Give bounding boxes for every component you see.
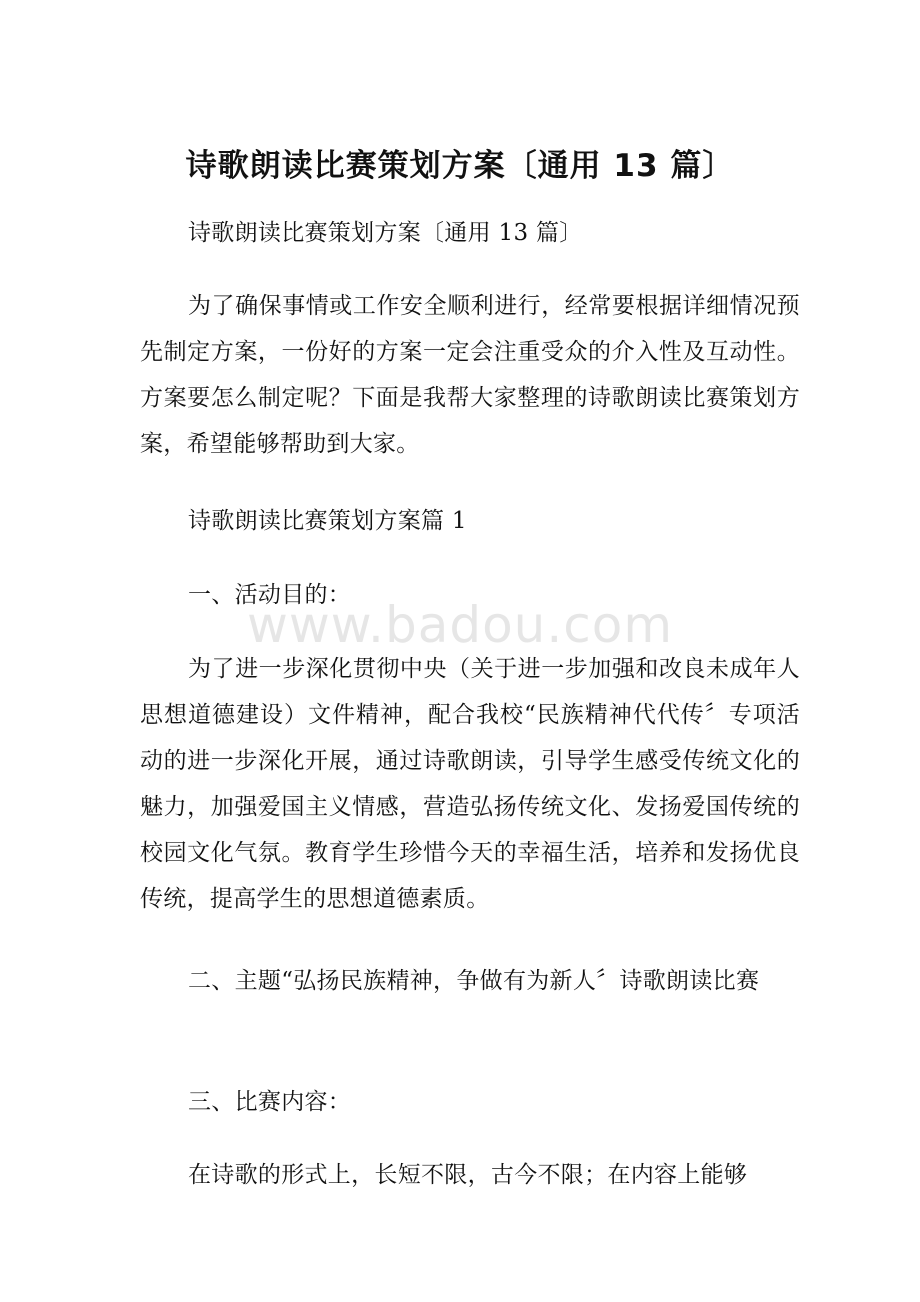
paragraph-purpose-heading: 一、活动目的：: [188, 582, 352, 608]
paragraph-section-heading: 诗歌朗读比赛策划方案篇 1: [188, 508, 467, 534]
paragraph-intro: 为了确保事情或工作安全顺利进行，经常要根据详细情况预先制定方案，一份好的方案一定会注重受众的介入性及互动性。方案要怎么制定呢？下面是我帮大家整理的诗歌朗读比赛策划方案，希望能够帮助到大家。: [140, 293, 800, 457]
paragraph-subtitle: 诗歌朗读比赛策划方案〔通用 13 篇〕: [188, 220, 583, 246]
paragraph-content-body: 在诗歌的形式上，长短不限，古今不限；在内容上能够: [188, 1162, 748, 1188]
paragraph-theme: 二、主题“弘扬民族精神，争做有为新人〞诗歌朗读比赛: [188, 968, 760, 994]
watermark: www.badou.com: [246, 596, 674, 654]
document-title: 诗歌朗读比赛策划方案〔通用 13 篇〕: [185, 148, 735, 184]
paragraph-content-heading: 三、比赛内容：: [188, 1089, 352, 1115]
paragraph-purpose-body: 为了进一步深化贯彻中央（关于进一步加强和改良未成年人思想道德建设）文件精神，配合我校“民族精神代代传〞专项活动的进一步深化开展，通过诗歌朗读，引导学生感受传统文化的魅力，加强爱国主义情感，营造弘扬传统文化、发扬爱国传统的校园文化气氛。教育学生珍惜今天的幸福生活，培养和发扬优良传统，提高学生的思想道德素质。: [140, 656, 800, 912]
